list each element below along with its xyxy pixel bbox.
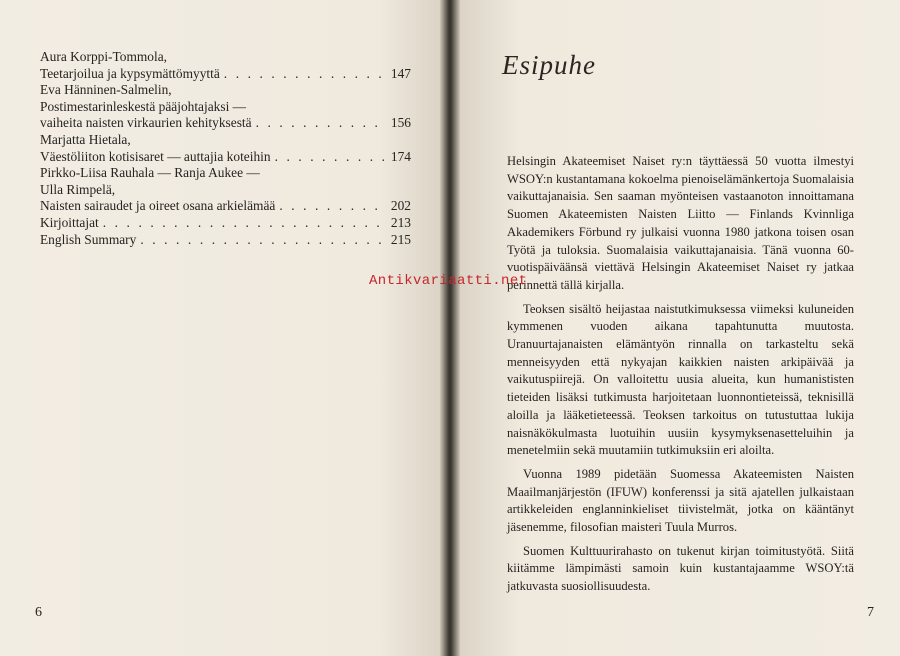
toc-leader-dots: [279, 198, 385, 215]
paragraph: Vuonna 1989 pidetään Suomessa Akateemisten Naisten Maailmanjärjestön (IFUW) konferenssi ja sitä ajatellen julkaistaan artikkeleiden englanninkieliset tiivistelmät, jotka on kääntänyt jäsenemme, filosofian maisteri Tuula Murros.: [507, 466, 854, 535]
toc-author-line: Ulla Rimpelä,: [40, 181, 116, 197]
toc-entry[interactable]: [40, 215, 411, 232]
toc-title: English Summary: [40, 231, 137, 247]
toc-leader-dots: [256, 115, 385, 132]
toc-author-line: Pirkko-Liisa Rauhala — Ranja Aukee —: [40, 165, 260, 181]
page-number-left: 6: [35, 605, 42, 620]
toc-entry[interactable]: [40, 66, 411, 83]
toc-author-line: Eva Hänninen-Salmelin,: [40, 82, 172, 98]
toc-page-number: 147: [390, 65, 411, 81]
toc-page-number: 156: [390, 115, 411, 131]
toc-title: vaiheita naisten virkaurien kehityksestä: [40, 115, 252, 131]
toc-entry[interactable]: [40, 149, 411, 166]
toc-title: Kirjoittajat: [40, 214, 99, 230]
paragraph: Teoksen sisältö heijastaa naistutkimuksessa viimeksi kuluneiden kymmenen vuoden aikana tapahtunutta muutosta. Uranuurtajanaisten elämäntyön rinnalla on tarkasteltu sekä menneisyyden että nykyajan kaikkien naisten arkipäivää ja vaikutuspiirejä. On valloitettu uusia alueita, kun humanististen tieteiden lisäksi tutkimusta harjoitetaan luonnontieteissä, teknisillä aloilla ja lääketieteessä. Teoksen tarkoitus on tutustuttaa lukija naisnäkökulmasta luotuihin uusiin kysymyksenasetteluihin ja menetelmiin sekä muutamiin tutkimuksiin eri aloilta.: [507, 301, 854, 458]
preface-body: [507, 153, 854, 602]
toc-title: Teetarjoilua ja kypsymättömyyttä: [40, 65, 220, 81]
toc-page-number: 213: [390, 214, 411, 230]
toc-title-line: Postimestarinleskestä pääjohtajaksi —: [40, 98, 247, 114]
table-of-contents: [40, 49, 411, 248]
chapter-heading: Esipuhe: [502, 50, 596, 80]
toc-page-number: 215: [390, 231, 411, 247]
toc-page-number: 174: [390, 148, 411, 164]
paragraph: Helsingin Akateemiset Naiset ry:n täyttäessä 50 vuotta ilmestyi WSOY:n kustantamana kokoelma pienoiselämänkertoja Suomalaisia vaikuttajanaisia. Sen saaman myönteisen vastaanoton innoittamana Suomen Akateemisten Naisten Liitto — Finlands Kvinnliga Akademikers Förbund ry julkaisi vuonna 1980 jatkona toisen osan Työtä ja tuloksia. Suomalaisia vaikuttajanaisia. Tänä vuonna 60-vuotispäiväänsä viettävä Helsingin Akateemiset Naiset ry jatkaa perinnettä tällä kirjalla.: [507, 154, 854, 292]
toc-leader-dots: [275, 149, 385, 166]
toc-title: Väestöliiton kotisisaret — auttajia koteihin: [40, 148, 271, 164]
page-number-right: 7: [867, 605, 874, 620]
toc-author-line: Marjatta Hietala,: [40, 131, 131, 147]
book-gutter: [440, 0, 460, 656]
toc-entry[interactable]: [40, 198, 411, 215]
toc-leader-dots: [103, 215, 385, 232]
watermark: Antikvariaatti.net: [369, 273, 528, 289]
toc-entry[interactable]: [40, 115, 411, 132]
toc-leader-dots: [224, 66, 385, 83]
toc-page-number: 202: [390, 198, 411, 214]
paragraph: Suomen Kulttuurirahasto on tukenut kirjan toimitustyötä. Siitä kiitämme lämpimästi samoin kuin kustantajaamme WSOY:tä jatkuvasta suosiollisuudesta.: [507, 543, 854, 594]
toc-title: Naisten sairaudet ja oireet osana arkielämää: [40, 198, 276, 214]
toc-author-line: Aura Korppi-Tommola,: [40, 49, 167, 64]
toc-leader-dots: [140, 232, 385, 249]
toc-entry[interactable]: [40, 232, 411, 249]
